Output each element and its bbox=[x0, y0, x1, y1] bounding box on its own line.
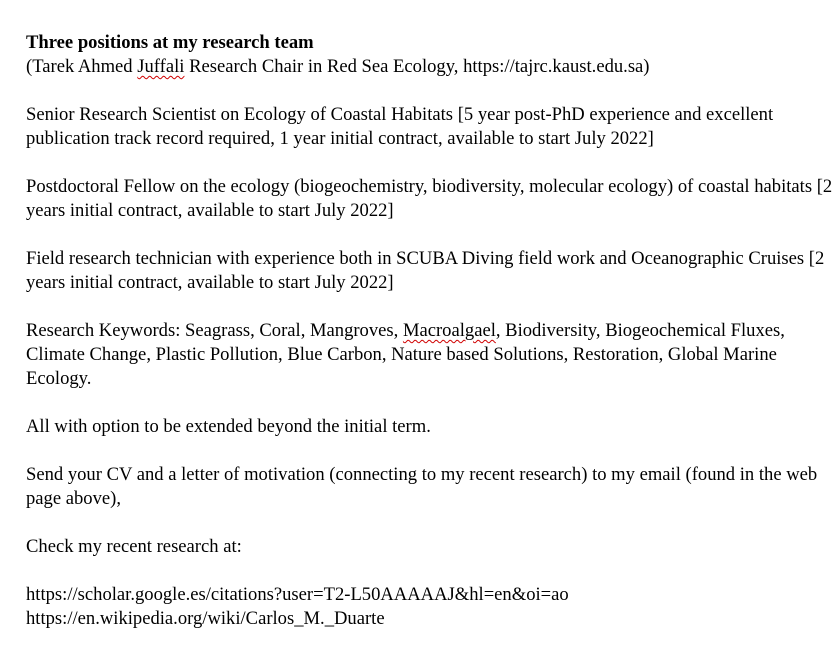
document-body bbox=[26, 31, 837, 655]
research-chair-text-post: Research Chair in Red Sea Ecology, https://tajrc.kaust.edu.sa) bbox=[184, 56, 650, 77]
spellcheck-flagged-word: Macroalgael bbox=[402, 320, 496, 341]
research-chair-text-pre: (Tarek Ahmed bbox=[26, 56, 138, 77]
google-scholar-link[interactable]: https://scholar.google.es/citations?user=T2-L50AAAAAJ&hl=en&oi=ao bbox=[26, 584, 569, 605]
wikipedia-link[interactable]: https://en.wikipedia.org/wiki/Carlos_M._Duarte bbox=[26, 608, 385, 629]
extension-note: All with option to be extended beyond the initial term. bbox=[26, 416, 431, 437]
position-postdoc: Postdoctoral Fellow on the ecology (biogeochemistry, biodiversity, molecular ecology) of coastal habitats [2 years initial contract, available to start July 2022] bbox=[26, 176, 833, 221]
application-instructions: Send your CV and a letter of motivation (connecting to my recent research) to my email (found in the web page above), bbox=[26, 464, 818, 509]
check-research-label: Check my recent research at: bbox=[26, 536, 242, 557]
position-field-technician: Field research technician with experience both in SCUBA Diving field work and Oceanographic Cruises [2 years initial contract, available to start July 2022] bbox=[26, 248, 825, 293]
research-chair-line bbox=[26, 55, 837, 79]
links-block bbox=[26, 583, 837, 631]
keywords-text-post: , Biodiversity, Biogeochemical Fluxes, Climate Change, Plastic Pollution, Blue Carbon, Nature based Solutions, Restoration, Global Marine Ecology. bbox=[26, 320, 785, 389]
research-keywords bbox=[26, 319, 837, 391]
header-block bbox=[26, 31, 837, 79]
position-senior-scientist: Senior Research Scientist on Ecology of Coastal Habitats [5 year post-PhD experience and excellent publication track record required, 1 year initial contract, available to start July 2022] bbox=[26, 104, 774, 149]
document-title: Three positions at my research team bbox=[26, 32, 314, 53]
spellcheck-flagged-word: Juffali bbox=[137, 56, 185, 77]
keywords-text-pre: Research Keywords: Seagrass, Coral, Mangroves, bbox=[26, 320, 403, 341]
